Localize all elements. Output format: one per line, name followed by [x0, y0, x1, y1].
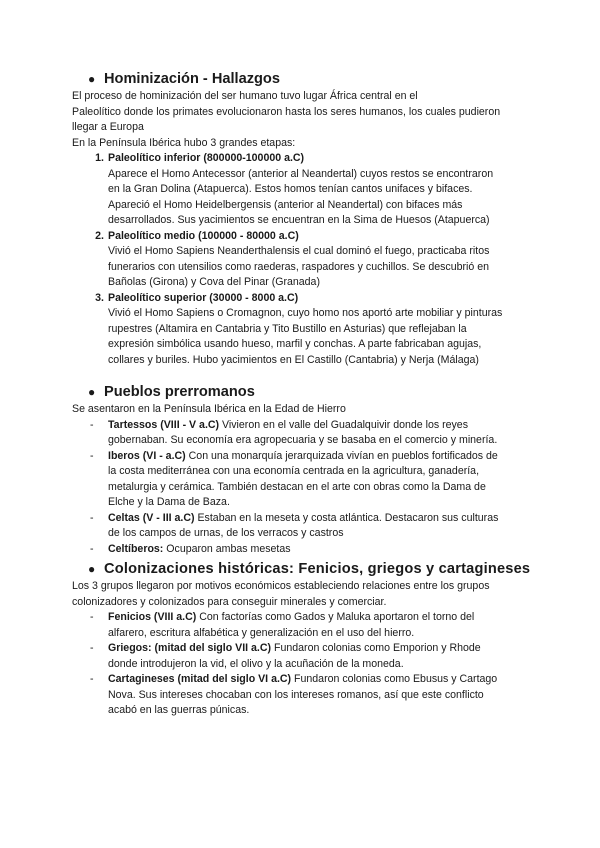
stage-title: Paleolítico superior (30000 - 8000 a.C)	[108, 291, 299, 304]
list-item: 2. Paleolítico medio (100000 - 80000 a.C) Vivió el Homo Sapiens Neanderthalensis el cual dominó el fuego, practicaba ritos funerarios con utensilios como raederas, raspadores y cuchillos. Se descubrió en Bañolas (Girona) y Cova del Pinar (Granada)	[72, 229, 532, 291]
list-item: - Iberos (VI - a.C) Con una monarquía jerarquizada vivían en pueblos fortificados de la costa mediterránea con una economía centrada en la agricultura, ganadería, metalurgia y cerámica. También destacan en el arte con obras como la Dama de Elche y la Dama de Baza.	[72, 449, 532, 511]
document-content	[72, 69, 532, 719]
section-intro: Se asentaron en la Península Ibérica en la Edad de Hierro	[72, 403, 346, 415]
pueblos-list	[72, 418, 532, 558]
list-item: - Celtíberos: Ocuparon ambas mesetas	[72, 542, 532, 558]
list-number: 1.	[95, 152, 104, 164]
bullet-icon: ●	[88, 72, 96, 86]
item-term: Cartagineses (mitad del siglo VI a.C)	[108, 673, 292, 685]
stages-list	[72, 151, 532, 368]
section-heading-pueblos	[72, 382, 532, 402]
section-title: Colonizaciones históricas: Fenicios, griegos y cartagineses	[104, 561, 531, 577]
dash-icon: -	[90, 673, 94, 685]
stage-title: Paleolítico inferior (800000-100000 a.C)	[108, 152, 305, 164]
bullet-icon: ●	[88, 562, 96, 576]
list-item: - Celtas (V - III a.C) Estaban en la meseta y costa atlántica. Destacaron sus culturas de los campos de urnas, de los verracos y castros	[72, 511, 532, 542]
item-term: Griegos: (mitad del siglo VII a.C)	[108, 642, 272, 654]
list-item: - Cartagineses (mitad del siglo VI a.C) Fundaron colonias como Ebusus y Cartago Nova. Sus intereses chocaban con los intereses romanos, así que este conflicto acabó en las guerras púnicas.	[72, 672, 532, 719]
list-item: - Griegos: (mitad del siglo VII a.C) Fundaron colonias como Emporion y Rhode donde introdujeron la vid, el olivo y la acuñación de la moneda.	[72, 641, 532, 672]
list-item: - Tartessos (VIII - V a.C) Vivieron en el valle del Guadalquivir donde los reyes gobernaban. Su economía era agropecuaria y se basaba en el comercio y minería.	[72, 418, 532, 449]
section-title: Hominización - Hallazgos	[104, 71, 280, 87]
section-intro: El proceso de hominización del ser humano tuvo lugar África central en el Paleolítico donde los primates evolucionaron hasta los seres humanos, los cuales pudieron llegar a Europa En la Península Ibérica hubo 3 grandes etapas:	[72, 90, 501, 149]
dash-icon: -	[90, 611, 94, 623]
dash-icon: -	[90, 418, 94, 431]
list-item: 3. Paleolítico superior (30000 - 8000 a.C) Vivió el Homo Sapiens o Cromagnon, cuyo homo nos aportó arte mobiliar y pinturas rupestres (Altamira en Cantabria y Tito Bustillo en Asturias) que reflejaban la expresión simbólica usando hueso, marfil y conchas. A parte fabricaban agujas, collares y buriles. Hubo yacimientos en El Castillo (Cantabria) y Nerja (Málaga)	[72, 291, 532, 369]
list-number: 2.	[95, 229, 104, 242]
list-item: 1. Paleolítico inferior (800000-100000 a.C) Aparece el Homo Antecessor (anterior al Neandertal) cuyos restos se encontraron en la Gran Dolina (Atapuerca). Estos homos tenían cantos unifaces y bifaces. Apareció el Homo Heidelbergensis (anterior al Neandertal) con bifaces más desarrollados. Sus yacimientos se encuentran en la Sima de Huesos (Atapuerca)	[72, 151, 532, 229]
item-term: Celtíberos:	[108, 542, 164, 555]
item-term: Celtas (V - III a.C)	[108, 511, 195, 524]
list-number: 3.	[95, 291, 104, 304]
dash-icon: -	[90, 642, 94, 654]
stage-title: Paleolítico medio (100000 - 80000 a.C)	[108, 229, 299, 242]
section-heading-colonizaciones	[72, 559, 532, 579]
colonizaciones-list	[72, 610, 532, 719]
item-term: Iberos (VI - a.C)	[108, 449, 186, 462]
dash-icon: -	[90, 511, 94, 524]
dash-icon: -	[90, 449, 94, 462]
list-item: - Fenicios (VIII a.C) Con factorías como Gados y Maluka aportaron el torno del alfarero, escritura alfabética y generalización en el uso del hierro.	[72, 610, 532, 641]
section-title: Pueblos prerromanos	[104, 384, 255, 400]
item-term: Fenicios (VIII a.C)	[108, 611, 197, 623]
section-heading-hominizacion	[72, 69, 532, 89]
bullet-icon: ●	[88, 385, 96, 399]
dash-icon: -	[90, 542, 94, 555]
item-term: Tartessos (VIII - V a.C)	[108, 418, 220, 431]
section-intro: Los 3 grupos llegaron por motivos económicos estableciendo relaciones entre los grupos colonizadores y colonizados para conseguir minerales y comerciar.	[72, 580, 490, 608]
